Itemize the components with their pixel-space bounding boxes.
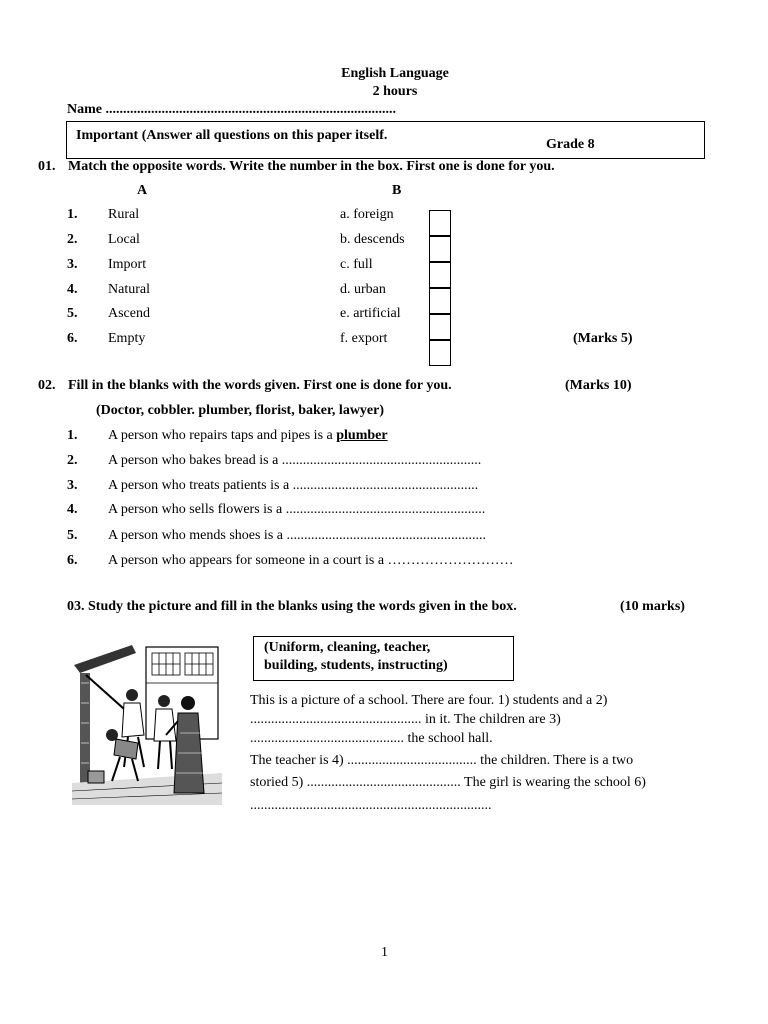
q1-word-b: a. foreign <box>340 207 394 222</box>
q1-row-number: 1. <box>67 207 78 222</box>
q1-answer-box[interactable] <box>429 340 451 366</box>
q1-row-number: 5. <box>67 306 78 321</box>
q1-word-a: Local <box>108 232 140 247</box>
q2-item-text: A person who treats patients is a ..................................................... <box>108 478 479 493</box>
grade-label: Grade 8 <box>546 137 595 152</box>
q2-number: 02. <box>38 378 56 393</box>
q2-word-list: (Doctor, cobbler. plumber, florist, baker, lawyer) <box>96 403 385 418</box>
q3-passage-line: ................................................. in it. The children are 3) <box>250 712 561 727</box>
q1-answer-box[interactable] <box>429 236 451 262</box>
q1-answer-box[interactable] <box>429 288 451 314</box>
q1-word-a: Empty <box>108 331 146 346</box>
name-line: Name ................................................................................... <box>67 102 396 117</box>
q1-answer-box[interactable] <box>429 262 451 288</box>
q3-heading: 03. Study the picture and fill in the blanks using the words given in the box. <box>67 599 517 614</box>
q3-passage-line: storied 5) ............................................ The girl is wearing the school 6) <box>250 775 646 790</box>
q1-row-number: 6. <box>67 331 78 346</box>
q1-word-a: Import <box>108 257 147 272</box>
q2-item-number: 3. <box>67 478 78 493</box>
q1-word-b: f. export <box>340 331 388 346</box>
q3-passage-line: ..................................................................... <box>250 798 492 813</box>
q1-word-a: Ascend <box>108 306 150 321</box>
q1-number: 01. <box>38 159 56 174</box>
q1-instruction: Match the opposite words. Write the number in the box. First one is done for you. <box>68 159 555 174</box>
q1-word-b: e. artificial <box>340 306 401 321</box>
q1-col-b-header: B <box>392 183 402 198</box>
q1-row-number: 2. <box>67 232 78 247</box>
q1-row-number: 4. <box>67 282 78 297</box>
q2-item-number: 1. <box>67 428 78 443</box>
q2-item-text: A person who appears for someone in a court is a ……………………… <box>108 553 514 568</box>
q1-marks: (Marks 5) <box>573 331 633 346</box>
q2-item-number: 5. <box>67 528 78 543</box>
q3-word-box <box>253 636 514 681</box>
important-box <box>66 121 705 159</box>
q3-passage-line: ............................................ the school hall. <box>250 731 493 746</box>
q1-col-a-header: A <box>137 183 148 198</box>
q2-item-text: A person who sells flowers is a ......................................................... <box>108 502 486 517</box>
q1-word-b: d. urban <box>340 282 386 297</box>
q2-item-number: 2. <box>67 453 78 468</box>
q3-word-box-line2: building, students, instructing) <box>264 658 448 673</box>
q1-word-b: c. full <box>340 257 373 272</box>
q2-item-text: A person who mends shoes is a ......................................................... <box>108 528 486 543</box>
q2-item-answer: plumber <box>336 428 388 443</box>
q1-answer-box[interactable] <box>429 210 451 236</box>
q1-word-b: b. descends <box>340 232 405 247</box>
q2-item-number: 6. <box>67 553 78 568</box>
q1-row-number: 3. <box>67 257 78 272</box>
q2-item-text: A person who repairs taps and pipes is a <box>108 428 337 443</box>
school-picture <box>72 643 222 805</box>
q1-word-a: Rural <box>108 207 140 222</box>
duration: 2 hours <box>372 84 418 99</box>
q2-item <box>108 428 388 444</box>
q1-word-a: Natural <box>108 282 150 297</box>
q1-answer-box[interactable] <box>429 314 451 340</box>
q3-passage-line: This is a picture of a school. There are four. 1) students and a 2) <box>250 693 608 708</box>
important-note: Important (Answer all questions on this paper itself. <box>76 128 388 143</box>
q3-marks: (10 marks) <box>620 599 685 614</box>
q2-marks: (Marks 10) <box>565 378 632 393</box>
q3-word-box-line1: (Uniform, cleaning, teacher, <box>264 640 431 655</box>
subject-title: English Language <box>341 66 449 81</box>
q2-instruction: Fill in the blanks with the words given. First one is done for you. <box>68 378 452 393</box>
page-number: 1 <box>381 945 388 960</box>
q3-passage-line: The teacher is 4) ..................................... the children. There is a two <box>250 753 634 768</box>
q2-item-text: A person who bakes bread is a ......................................................... <box>108 453 482 468</box>
q2-item-number: 4. <box>67 502 78 517</box>
